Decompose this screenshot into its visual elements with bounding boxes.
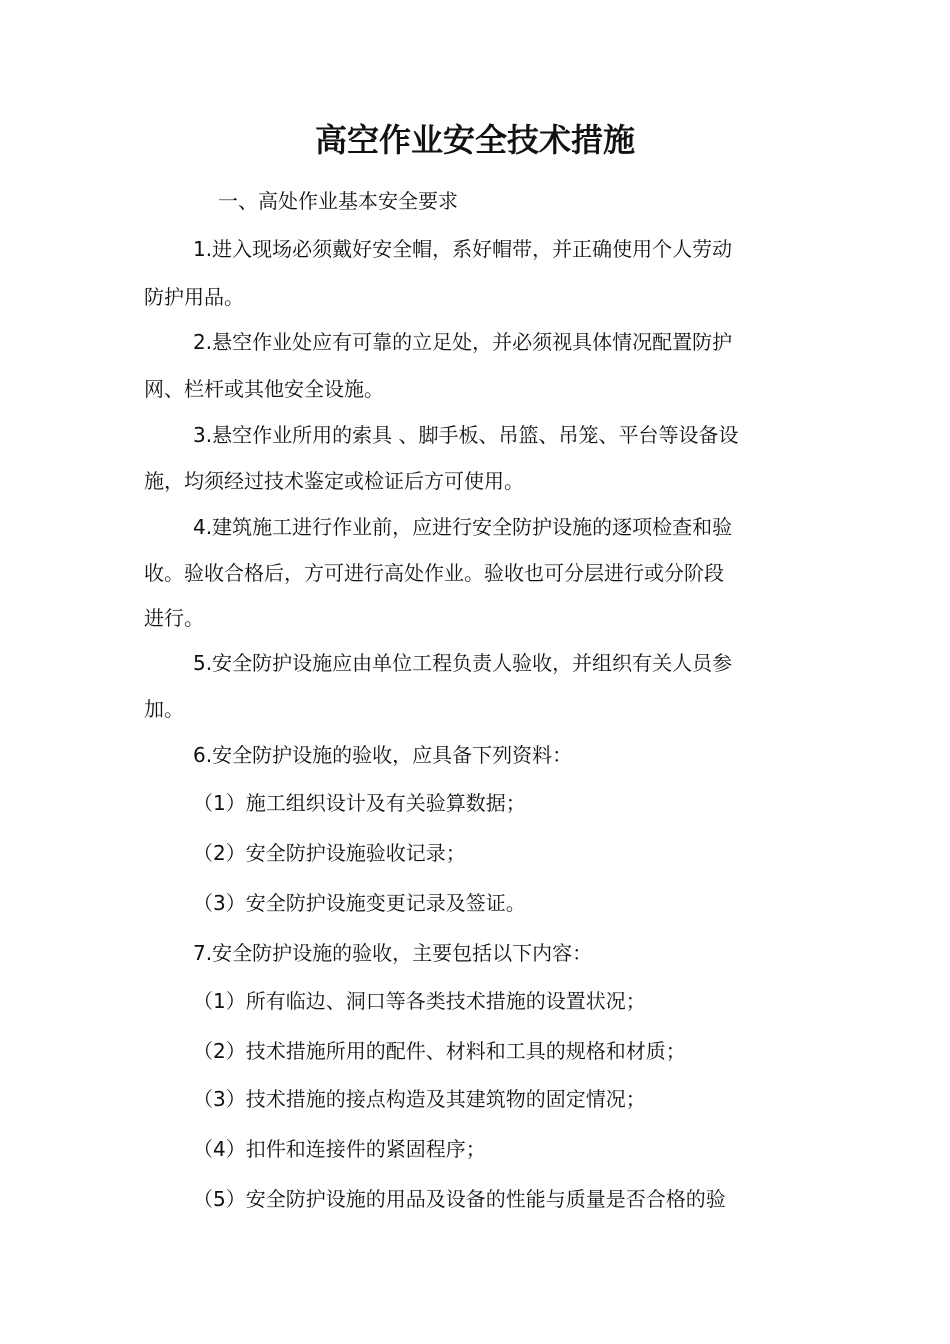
list-item: （3）安全防护设施变更记录及签证。 [193,891,526,915]
paragraph-line: 施，均须经过技术鉴定或检证后方可使用。 [144,469,524,493]
list-item: （2）安全防护设施验收记录； [193,841,466,865]
list-item: （3）技术措施的接点构造及其建筑物的固定情况； [193,1087,646,1111]
list-item: （2）技术措施所用的配件、材料和工具的规格和材质； [193,1039,686,1063]
list-item: （1）所有临边、洞口等各类技术措施的设置状况； [193,989,646,1013]
paragraph-line: 3.悬空作业所用的索具 、脚手板、吊篮、吊笼、平台等设备设 [193,423,739,447]
paragraph-line: 进行。 [144,606,204,630]
paragraph-line: 1.进入现场必须戴好安全帽，系好帽带，并正确使用个人劳动 [193,237,733,261]
paragraph-line: 网、栏杆或其他安全设施。 [144,377,384,401]
paragraph-line: 5.安全防护设施应由单位工程负责人验收，并组织有关人员参 [193,651,733,675]
list-item: （1）施工组织设计及有关验算数据； [193,791,526,815]
paragraph-line: 7.安全防护设施的验收，主要包括以下内容： [193,941,593,965]
paragraph-line: 加。 [144,697,184,721]
list-item: （4）扣件和连接件的紧固程序； [193,1137,486,1161]
document-title: 高空作业安全技术措施 [314,121,635,159]
section-heading: 一、高处作业基本安全要求 [218,189,458,213]
paragraph-line: 2.悬空作业处应有可靠的立足处，并必须视具体情况配置防护 [193,330,733,354]
paragraph-line: 收。验收合格后，方可进行高处作业。验收也可分层进行或分阶段 [144,561,724,585]
list-item: （5）安全防护设施的用品及设备的性能与质量是否合格的验 [193,1187,726,1211]
paragraph-line: 6.安全防护设施的验收，应具备下列资料： [193,743,573,767]
paragraph-line: 防护用品。 [144,285,244,309]
paragraph-line: 4.建筑施工进行作业前，应进行安全防护设施的逐项检查和验 [193,515,733,539]
